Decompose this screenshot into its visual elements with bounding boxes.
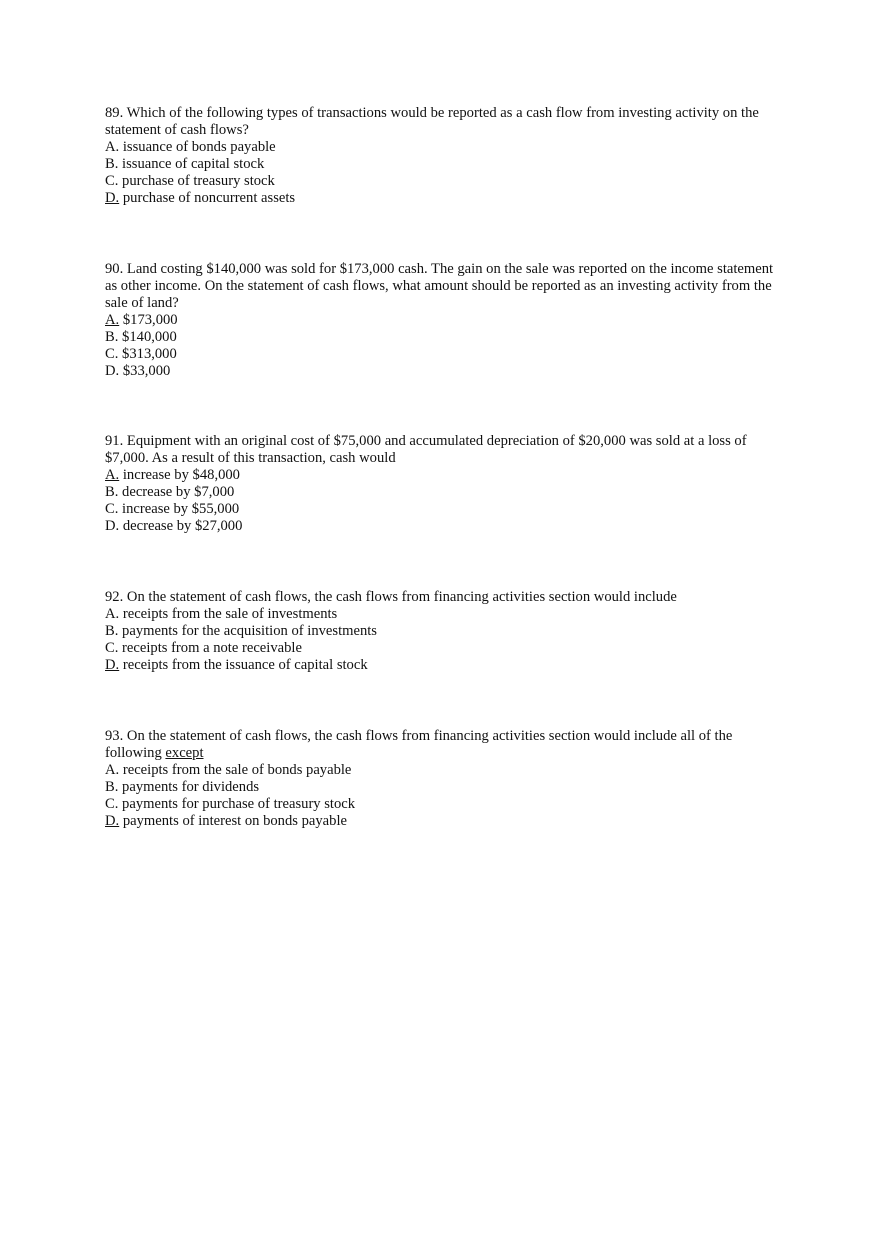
question-text: Which of the following types of transactions would be reported as a cash flow from investing activity on the statement of cash flows? (105, 105, 759, 138)
option-letter: A. (105, 606, 120, 622)
option-text: receipts from the sale of bonds payable (122, 762, 352, 778)
option-letter: B. (105, 484, 119, 500)
option-text: purchase of treasury stock (122, 173, 275, 189)
correct-answer-letter: D. (105, 813, 120, 829)
option-text: $140,000 (122, 329, 177, 345)
option-d (105, 363, 785, 380)
option-c (105, 640, 785, 657)
correct-answer-letter: A. (105, 312, 120, 328)
question-number: 90. (105, 261, 124, 277)
option-c (105, 796, 785, 813)
option-text: issuance of bonds payable (122, 139, 276, 155)
option-a (105, 762, 785, 779)
option-text: payments of interest on bonds payable (122, 813, 347, 829)
option-b (105, 623, 785, 640)
option-letter: C. (105, 173, 119, 189)
question-number: 93. (105, 728, 124, 744)
option-c (105, 501, 785, 518)
question-stem (105, 105, 785, 139)
question-stem (105, 261, 785, 312)
question-stem (105, 433, 785, 467)
option-text: decrease by $27,000 (122, 518, 243, 534)
option-letter: C. (105, 640, 119, 656)
option-text: payments for dividends (122, 779, 260, 795)
question-92 (105, 589, 785, 674)
option-d (105, 813, 785, 830)
option-text: payments for the acquisition of investments (122, 623, 377, 639)
option-letter: B. (105, 623, 119, 639)
option-d (105, 657, 785, 674)
option-letter: A. (105, 762, 120, 778)
option-letter: C. (105, 501, 119, 517)
correct-answer-letter: A. (105, 467, 120, 483)
option-a (105, 467, 785, 484)
option-letter: B. (105, 779, 119, 795)
option-letter: C. (105, 346, 119, 362)
option-text: receipts from the sale of investments (122, 606, 338, 622)
question-90 (105, 261, 785, 380)
option-a (105, 606, 785, 623)
option-letter: B. (105, 156, 119, 172)
question-91 (105, 433, 785, 535)
option-d (105, 190, 785, 207)
option-a (105, 139, 785, 156)
option-text: issuance of capital stock (122, 156, 265, 172)
option-b (105, 329, 785, 346)
question-number: 89. (105, 105, 124, 121)
question-89 (105, 105, 785, 207)
option-letter: A. (105, 139, 120, 155)
question-text: Equipment with an original cost of $75,000 and accumulated depreciation of $20,000 was sold at a loss of $7,000. As a result of this transaction, cash would (105, 433, 747, 466)
correct-answer-letter: D. (105, 657, 120, 673)
question-number: 91. (105, 433, 124, 449)
option-text: increase by $55,000 (122, 501, 240, 517)
option-c (105, 173, 785, 190)
option-text: $313,000 (122, 346, 177, 362)
option-text: $173,000 (122, 312, 178, 328)
option-text: increase by $48,000 (122, 467, 240, 483)
option-letter: C. (105, 796, 119, 812)
option-b (105, 779, 785, 796)
option-text: decrease by $7,000 (122, 484, 235, 500)
option-text: $33,000 (122, 363, 171, 379)
question-93 (105, 728, 785, 830)
option-text: purchase of noncurrent assets (122, 190, 296, 206)
option-text: receipts from a note receivable (122, 640, 302, 656)
question-text: On the statement of cash flows, the cash flows from financing activities section would include all of the following (105, 728, 733, 761)
option-letter: B. (105, 329, 119, 345)
correct-answer-letter: D. (105, 190, 120, 206)
option-b (105, 484, 785, 501)
option-c (105, 346, 785, 363)
question-text: Land costing $140,000 was sold for $173,000 cash. The gain on the sale was reported on the income statement as other income. On the statement of cash flows, what amount should be reported as an investing activity from the sale of land? (105, 261, 774, 311)
option-text: receipts from the issuance of capital stock (122, 657, 368, 673)
option-text: payments for purchase of treasury stock (122, 796, 356, 812)
option-d (105, 518, 785, 535)
option-a (105, 312, 785, 329)
option-b (105, 156, 785, 173)
question-number: 92. (105, 589, 124, 605)
option-letter: D. (105, 518, 120, 534)
option-letter: D. (105, 363, 120, 379)
emphasis-except: except (165, 745, 204, 761)
question-stem (105, 589, 785, 606)
question-text: On the statement of cash flows, the cash flows from financing activities section would include (126, 589, 677, 605)
question-stem (105, 728, 785, 762)
